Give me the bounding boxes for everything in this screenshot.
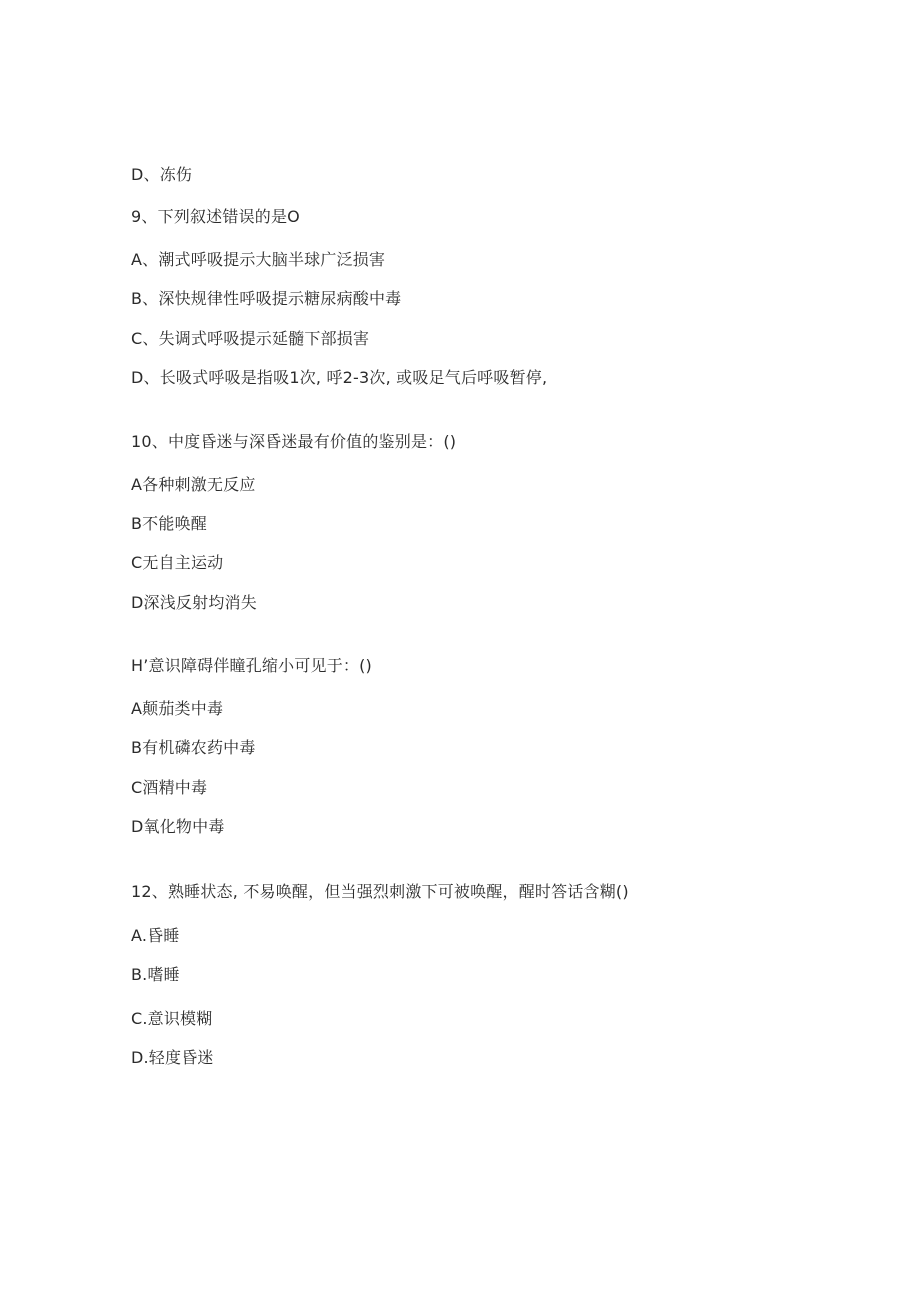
q11-option-c: C酒精中毒 (131, 778, 208, 797)
q9-option-d: D、长吸式呼吸是指吸1次, 呼2-3次, 或吸足气后呼吸暂停, (131, 368, 548, 387)
q11-option-d: D氧化物中毒 (131, 817, 225, 836)
q11-option-a: A颠茄类中毒 (131, 699, 224, 718)
q12-option-a: A.昏睡 (131, 926, 180, 945)
q9-option-b: B、深快规律性呼吸提示糖尿病酸中毒 (131, 289, 402, 308)
q10-question: 10、中度昏迷与深昏迷最有价值的鉴别是：() (131, 432, 457, 451)
q10-option-a: A各种刺激无反应 (131, 475, 256, 494)
q9-option-c: C、失调式呼吸提示延髓下部损害 (131, 329, 370, 348)
q10-option-c: C无自主运动 (131, 553, 224, 572)
q10-option-d: D深浅反射均消失 (131, 593, 257, 612)
q12-question: 12、熟睡状态, 不易唤醒，但当强烈刺激下可被唤醒，醒时答话含糊() (131, 882, 629, 901)
q10-option-b: B不能唤醒 (131, 514, 207, 533)
q9-question: 9、下列叙述错误的是O (131, 207, 300, 226)
q12-option-c: C.意识模糊 (131, 1009, 213, 1028)
q8-option-d: D、冻伤 (131, 165, 193, 184)
q12-option-b: B.嗜睡 (131, 965, 180, 984)
q11-option-b: B有机磷农药中毒 (131, 738, 256, 757)
q9-option-a: A、潮式呼吸提示大脑半球广泛损害 (131, 250, 386, 269)
q11-question: H’意识障碍伴瞳孔缩小可见于：() (131, 656, 373, 675)
q12-option-d: D.轻度昏迷 (131, 1048, 214, 1067)
